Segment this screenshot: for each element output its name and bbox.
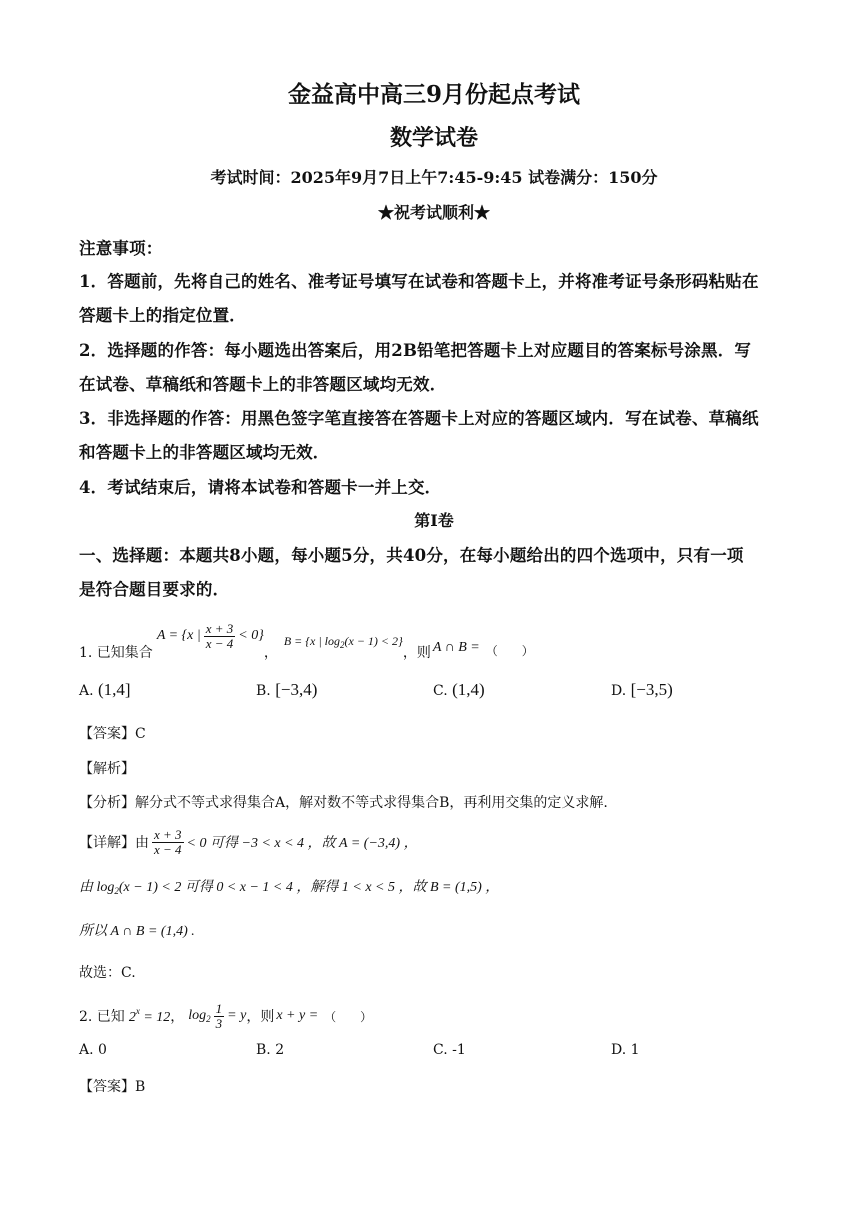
q1-detail-rest: < 0 可得 −3 < x < 4 ，故 A = (−3,4) ， (186, 836, 418, 851)
exam-info: 考试时间：2025年9月7日上午7:45-9:45 试卷满分：150分 (210, 168, 658, 187)
q2-expr-1-rest: = 12 (143, 1010, 171, 1025)
q1-analysis-tag: 【解析】 (79, 761, 135, 777)
notice-item: 4．考试结束后，请将本试卷和答题卡一并上交． (79, 478, 442, 497)
option-value: 1 (630, 1042, 640, 1058)
notice-item: 1．答题前，先将自己的姓名、准考证号填写在试卷和答题卡上，并将准考证号条形码粘贴在 (79, 272, 759, 291)
q1-set-a-fraction (204, 622, 236, 650)
option-value: 2 (275, 1042, 285, 1058)
option-label: A. (79, 1042, 94, 1058)
question-1-stem (79, 614, 534, 670)
volume-heading: 第Ⅰ卷 (414, 511, 454, 530)
notice-item: 和答题卡上的非答题区域均无效． (79, 443, 330, 462)
q2-ask-expr: x + y = (276, 1008, 319, 1023)
q1-set-b-sub: 2 (340, 640, 345, 650)
q1-separator: ， (263, 645, 278, 661)
exam-title: 金益高中高三9月份起点考试 (287, 81, 580, 108)
q1-detail-denominator: x − 4 (154, 841, 182, 857)
option-label: D. (611, 1042, 627, 1058)
q2-option-a[interactable] (79, 1042, 107, 1058)
option-label: D. (611, 683, 627, 699)
q1-detail-tag: 【详解】由 (79, 835, 149, 851)
q2-expr-1-base: 2 (128, 1010, 136, 1025)
q1-set-a-denominator: x − 4 (205, 635, 234, 651)
q1-detail-fraction (152, 828, 184, 856)
q1-ask: ，则 (402, 645, 431, 661)
notice-item: 在试卷、草稿纸和答题卡上的非答题区域均无效． (79, 375, 447, 394)
option-value: [−3,5) (630, 680, 673, 699)
q1-ask-expr: A ∩ B = (432, 640, 480, 655)
notice-item: 答题卡上的指定位置． (79, 306, 246, 325)
q1-option-d[interactable] (611, 680, 673, 700)
q2-log-rest: = y (227, 1008, 247, 1023)
q1-set-a-right: < 0} (238, 628, 264, 643)
wish-line: ★祝考试顺利★ (377, 203, 490, 222)
q1-detail-log-sub: 2 (114, 886, 119, 896)
q1-set-b-rest: (x − 1) < 2} (344, 634, 403, 648)
q2-option-c[interactable] (433, 1042, 466, 1058)
question-2-stem (79, 996, 372, 1036)
q1-detail-line-3: 所以 A ∩ B = (1,4) . (79, 924, 195, 939)
q1-answer-paren: （ ） (485, 643, 534, 658)
option-label: C. (433, 1042, 448, 1058)
option-value: [−3,4) (275, 680, 318, 699)
notice-item: 2．选择题的作答：每小题选出答案后，用2B铅笔把答题卡上对应题目的答案标号涂黑．写 (79, 341, 752, 360)
q1-analysis: 【分析】解分式不等式求得集合A，解对数不等式求得集合B，再利用交集的定义求解. (79, 795, 608, 811)
q2-log-sub: 2 (206, 1014, 211, 1024)
q1-detail-log: 由 log (79, 880, 115, 895)
option-label: A. (79, 683, 94, 699)
q1-set-a (157, 622, 264, 650)
q2-fraction (214, 1002, 225, 1030)
q2-expr-1 (129, 1006, 170, 1026)
q2-answer-paren: （ ） (324, 1009, 373, 1024)
q1-choice: 故选：C. (79, 965, 136, 981)
q1-option-a[interactable] (79, 680, 131, 700)
section-heading-cont: 是符合题目要求的． (79, 580, 230, 599)
q2-separator: ， (170, 1009, 185, 1025)
q2-expr-1-sup: x (135, 1006, 140, 1016)
option-value: (1,4] (98, 680, 131, 699)
notice-item: 3．非选择题的作答：用黑色签字笔直接答在答题卡上对应的答题区域内．写在试卷、草稿纸 (79, 409, 759, 428)
option-label: C. (433, 683, 448, 699)
exam-subtitle: 数学试卷 (389, 125, 478, 151)
q2-option-d[interactable] (611, 1042, 640, 1058)
q1-detail-numerator: x + 3 (154, 826, 182, 842)
q1-option-c[interactable] (433, 680, 485, 700)
q1-detail-line-2 (79, 876, 499, 896)
option-value: -1 (452, 1042, 466, 1058)
option-value: (1,4) (452, 680, 485, 699)
notice-heading: 注意事项： (79, 239, 163, 258)
q1-detail-line-1 (79, 820, 418, 864)
q1-answer: 【答案】C (79, 726, 146, 742)
q1-set-a-left: A = {x | (156, 628, 201, 643)
q1-set-a-numerator: x + 3 (205, 620, 234, 636)
q1-option-b[interactable] (256, 680, 317, 700)
q2-log (188, 1008, 210, 1024)
q2-log-text: log (188, 1008, 207, 1023)
q2-option-b[interactable] (256, 1042, 284, 1058)
q1-set-b (284, 634, 403, 650)
q2-prefix: 2. 已知 (79, 1009, 125, 1025)
q1-prefix: 1. 已知集合 (79, 645, 153, 661)
option-label: B. (256, 1042, 271, 1058)
q2-answer: 【答案】B (79, 1079, 146, 1095)
q1-set-b-main: B = {x | log (283, 634, 341, 648)
q2-ask: ，则 (246, 1009, 275, 1025)
q1-detail-log-rest: (x − 1) < 2 可得 0 < x − 1 < 4 ，解得 1 < x < 5 ，故 B = (1,5) ， (118, 880, 500, 895)
option-value: 0 (98, 1042, 107, 1058)
option-label: B. (256, 683, 271, 699)
q2-numerator: 1 (215, 1000, 223, 1016)
section-heading: 一、选择题：本题共8小题，每小题5分，共40分，在每小题给出的四个选项中，只有一项 (79, 546, 744, 565)
q2-denominator: 3 (215, 1015, 223, 1031)
